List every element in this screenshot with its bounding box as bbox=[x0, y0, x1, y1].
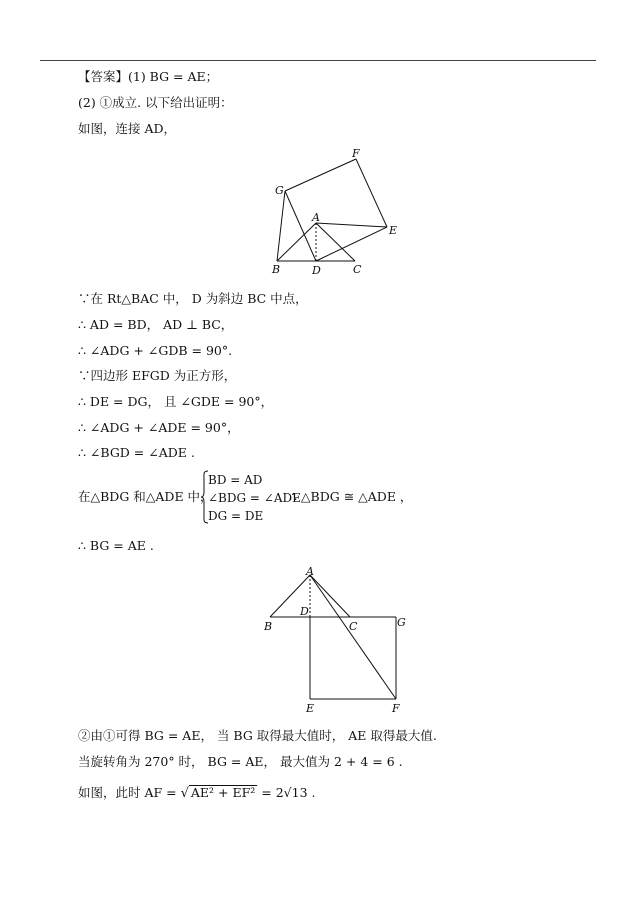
fig1-label-B: B bbox=[272, 263, 281, 276]
fig1-edge-AB bbox=[277, 223, 316, 261]
fig2-label-E: E bbox=[306, 702, 315, 715]
fig2-label-C: C bbox=[349, 620, 358, 633]
radicand: AE² + EF² bbox=[190, 785, 256, 800]
fig1-label-C: C bbox=[353, 263, 362, 276]
fig2-label-A: A bbox=[306, 565, 314, 578]
proof-line-14: 当旋转角为 270° 时， BG = AE， 最大值为 2 + 4 = 6 . bbox=[78, 754, 403, 769]
system-row-3: DG = DE bbox=[208, 509, 264, 523]
fig1-label-E: E bbox=[389, 224, 398, 237]
fig1-label-A: A bbox=[312, 211, 320, 224]
fig1-edge-GD bbox=[285, 191, 316, 261]
proof-line-11-lead: 在△BDG 和△ADE 中， bbox=[78, 489, 213, 504]
proof-line-8: ∴ DE = DG， 且 ∠GDE = 90°， bbox=[78, 394, 274, 409]
answer-line-2: (2) ①成立. 以下给出证明： bbox=[78, 95, 233, 110]
proof-line-6: ∴ ∠ADG + ∠GDB = 90°. bbox=[78, 343, 233, 358]
fig1-label-F: F bbox=[352, 147, 360, 160]
proof-line-10: ∴ ∠BGD = ∠ADE . bbox=[78, 445, 195, 460]
proof-line-13: ②由①可得 BG = AE， 当 BG 取得最大值时， AE 取得最大值. bbox=[78, 728, 437, 743]
figure-1 bbox=[265, 145, 405, 280]
fig2-label-G: G bbox=[397, 616, 406, 629]
system-row-2: ∠BDG = ∠ADE bbox=[208, 491, 301, 505]
proof-line-12: ∴ BG = AE . bbox=[78, 538, 154, 553]
proof-line-4: ∵在 Rt△BAC 中， D 为斜边 BC 中点， bbox=[78, 291, 308, 306]
header-rule bbox=[40, 60, 596, 61]
proof-line-7: ∵四边形 EFGD 为正方形， bbox=[78, 368, 237, 383]
line-15-tail: = 2√13 . bbox=[257, 785, 316, 800]
fig1-edge-AC bbox=[316, 223, 355, 261]
congruence-conclusion: ∴ △BDG ≅ △ADE ， bbox=[289, 489, 413, 504]
fig1-label-G: G bbox=[275, 184, 284, 197]
proof-line-15 bbox=[78, 783, 316, 803]
fig1-edge-DE bbox=[316, 227, 387, 261]
fig1-edge-FE bbox=[356, 159, 387, 227]
fig2-label-D: D bbox=[300, 605, 309, 618]
line-15-lead: 如图，此时 AF = bbox=[78, 785, 181, 800]
fig1-edge-AE bbox=[316, 223, 387, 227]
radical-sign: √ bbox=[180, 786, 189, 801]
fig2-label-F: F bbox=[392, 702, 400, 715]
fig2-edge-AF bbox=[310, 575, 396, 699]
fig2-label-B: B bbox=[264, 620, 273, 633]
fig2-edge-AC bbox=[310, 575, 350, 617]
fig1-edge-BG bbox=[277, 191, 285, 261]
answer-line-1: 【答案】(1) BG = AE； bbox=[78, 69, 219, 84]
proof-line-5: ∴ AD = BD， AD ⊥ BC， bbox=[78, 317, 234, 332]
answer-line-3: 如图，连接 AD， bbox=[78, 121, 177, 136]
proof-line-9: ∴ ∠ADG + ∠ADE = 90°， bbox=[78, 420, 240, 435]
fig1-edge-GF bbox=[285, 159, 356, 191]
system-row-1: BD = AD bbox=[208, 473, 263, 487]
figure-2 bbox=[255, 562, 415, 717]
fig1-label-D: D bbox=[312, 264, 321, 277]
